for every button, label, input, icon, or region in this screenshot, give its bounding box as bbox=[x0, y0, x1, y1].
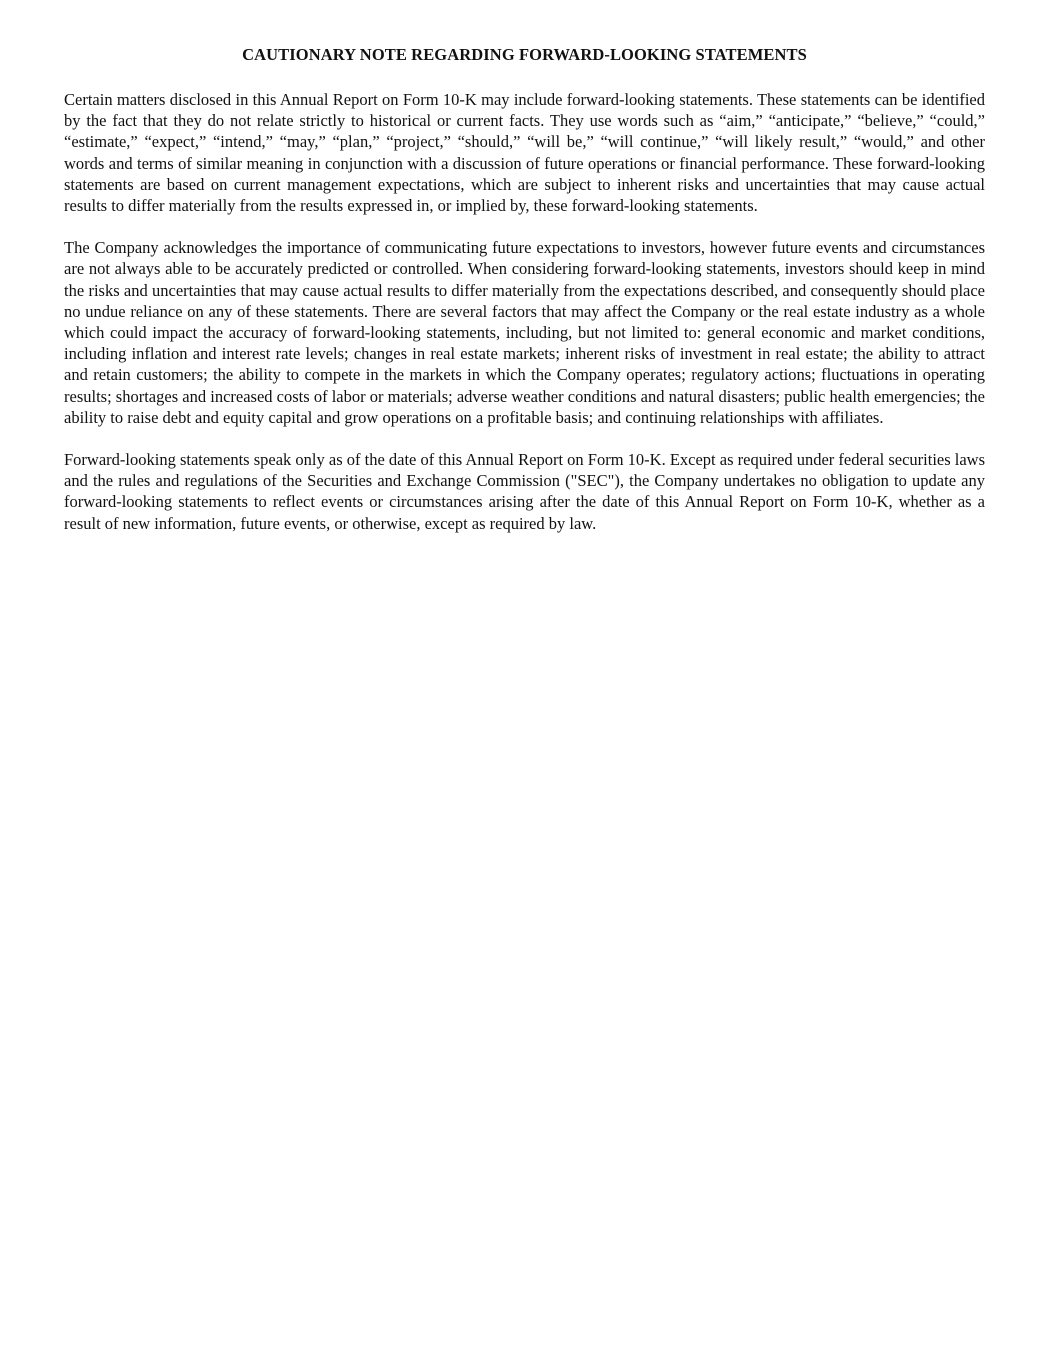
document-page bbox=[64, 44, 985, 534]
section-title: CAUTIONARY NOTE REGARDING FORWARD-LOOKING STATEMENTS bbox=[242, 45, 807, 64]
paragraph-risk-factors: The Company acknowledges the importance of communicating future expectations to investors, however future events and circumstances are not always able to be accurately predicted or controlled. When considering forward-looking statements, investors should keep in mind the risks and uncertainties that may cause actual results to differ materially from the expectations described, and consequently should place no undue reliance on any of these statements. There are several factors that may affect the Company or the real estate industry as a whole which could impact the accuracy of forward-looking statements, including, but not limited to: general economic and market conditions, including inflation and interest rate levels; changes in real estate markets; inherent risks of investment in real estate; the ability to attract and retain customers; the ability to compete in the markets in which the Company operates; regulatory actions; fluctuations in operating results; shortages and increased costs of labor or materials; adverse weather conditions and natural disasters; public health emergencies; the ability to raise debt and equity capital and grow operations on a profitable basis; and continuing relationships with affiliates. bbox=[64, 238, 985, 427]
paragraph-update-obligation: Forward-looking statements speak only as of the date of this Annual Report on Form 10-K. Except as required under federal securities laws and the rules and regulations of the Securities and Exchange Commission ("SEC"), the Company undertakes no obligation to update any forward-looking statements to reflect events or circumstances arising after the date of this Annual Report on Form 10-K, whether as a result of new information, future events, or otherwise, except as required by law. bbox=[64, 450, 986, 533]
paragraph-forward-looking-definition: Certain matters disclosed in this Annual Report on Form 10-K may include forward-looking statements. These statements can be identified by the fact that they do not relate strictly to historical or current facts. They use words such as “aim,” “anticipate,” “believe,” “could,” “estimate,” “expect,” “intend,” “may,” “plan,” “project,” “should,” “will be,” “will continue,” “will likely result,” “would,” and other words and terms of similar meaning in conjunction with a discussion of future operations or financial performance. These forward-looking statements are based on current management expectations, which are subject to inherent risks and uncertainties that may cause actual results to differ materially from the results expressed in, or implied by, these forward-looking statements. bbox=[64, 90, 985, 216]
